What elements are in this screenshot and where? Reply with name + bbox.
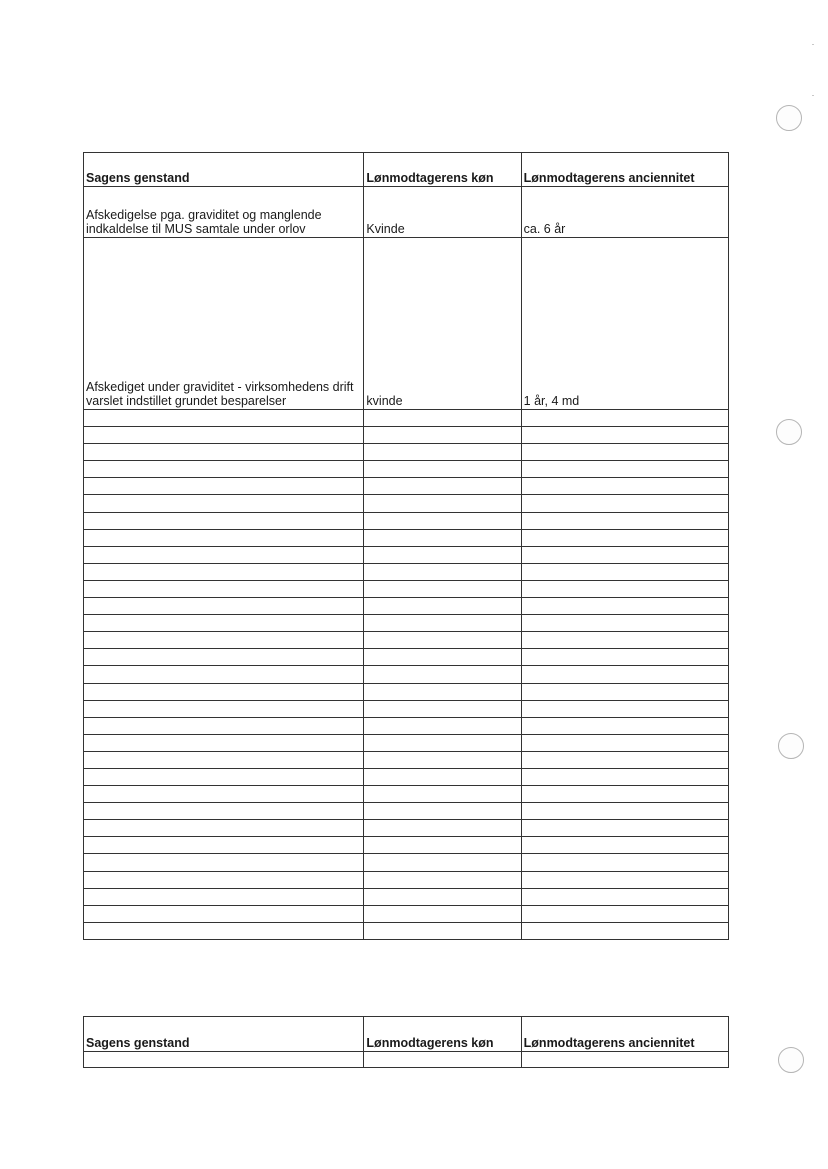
punch-hole-4 bbox=[778, 1047, 804, 1073]
empty-cell bbox=[84, 734, 364, 751]
empty-cell bbox=[84, 905, 364, 922]
empty-row bbox=[84, 512, 729, 529]
table-header-row bbox=[84, 153, 729, 187]
empty-cell bbox=[364, 632, 521, 649]
punch-hole-3 bbox=[778, 733, 804, 759]
empty-cell bbox=[364, 478, 521, 495]
scan-speck bbox=[812, 44, 814, 45]
empty-row bbox=[84, 546, 729, 563]
empty-cell bbox=[84, 666, 364, 683]
punch-hole-1 bbox=[776, 105, 802, 131]
empty-row bbox=[84, 444, 729, 461]
cell-seniority: 1 år, 4 md bbox=[521, 238, 728, 410]
empty-cell bbox=[84, 803, 364, 820]
empty-cell bbox=[84, 529, 364, 546]
empty-cell bbox=[521, 666, 728, 683]
table-row bbox=[84, 187, 729, 238]
empty-row bbox=[84, 700, 729, 717]
empty-row bbox=[84, 495, 729, 512]
empty-cell bbox=[364, 717, 521, 734]
empty-cell bbox=[84, 410, 364, 427]
empty-cell bbox=[84, 546, 364, 563]
empty-cell bbox=[364, 888, 521, 905]
empty-cell bbox=[521, 632, 728, 649]
empty-cell bbox=[521, 786, 728, 803]
empty-cell bbox=[84, 768, 364, 785]
empty-cell bbox=[84, 700, 364, 717]
empty-row bbox=[84, 683, 729, 700]
empty-cell bbox=[521, 478, 728, 495]
empty-cell bbox=[521, 615, 728, 632]
empty-cell bbox=[364, 751, 521, 768]
empty-row bbox=[84, 922, 729, 939]
header-subject: Sagens genstand bbox=[84, 153, 364, 187]
empty-cell bbox=[84, 495, 364, 512]
header-seniority: Lønmodtagerens anciennitet bbox=[521, 153, 728, 187]
empty-cell bbox=[84, 751, 364, 768]
empty-cell bbox=[364, 598, 521, 615]
empty-cell bbox=[364, 700, 521, 717]
empty-cell bbox=[364, 837, 521, 854]
empty-row bbox=[84, 478, 729, 495]
empty-cell bbox=[84, 683, 364, 700]
empty-cell bbox=[521, 768, 728, 785]
empty-cell bbox=[521, 837, 728, 854]
empty-cell bbox=[364, 649, 521, 666]
empty-cell bbox=[84, 512, 364, 529]
empty-cell bbox=[364, 580, 521, 597]
punch-hole-2 bbox=[776, 419, 802, 445]
empty-cell bbox=[84, 837, 364, 854]
empty-cell bbox=[521, 512, 728, 529]
empty-row bbox=[84, 580, 729, 597]
empty-cell bbox=[521, 922, 728, 939]
empty-cell bbox=[521, 820, 728, 837]
empty-cell bbox=[364, 461, 521, 478]
empty-cell bbox=[364, 410, 521, 427]
cell-gender: kvinde bbox=[364, 238, 521, 410]
empty-cell bbox=[521, 751, 728, 768]
table-header-row bbox=[84, 1017, 729, 1052]
empty-cell bbox=[364, 820, 521, 837]
empty-cell bbox=[521, 854, 728, 871]
table-row bbox=[84, 238, 729, 410]
empty-row bbox=[84, 1052, 729, 1068]
empty-row bbox=[84, 751, 729, 768]
header-gender: Lønmodtagerens køn bbox=[364, 1017, 521, 1052]
empty-row bbox=[84, 734, 729, 751]
case-table-2 bbox=[83, 1016, 729, 1068]
empty-cell bbox=[521, 1052, 728, 1068]
empty-row bbox=[84, 820, 729, 837]
empty-row bbox=[84, 410, 729, 427]
empty-cell bbox=[84, 649, 364, 666]
empty-cell bbox=[84, 922, 364, 939]
empty-cell bbox=[521, 700, 728, 717]
empty-cell bbox=[364, 1052, 521, 1068]
empty-cell bbox=[84, 854, 364, 871]
empty-cell bbox=[364, 922, 521, 939]
empty-row bbox=[84, 529, 729, 546]
empty-cell bbox=[521, 563, 728, 580]
empty-cell bbox=[364, 905, 521, 922]
case-table bbox=[83, 152, 729, 940]
empty-cell bbox=[364, 768, 521, 785]
empty-cell bbox=[84, 786, 364, 803]
empty-cell bbox=[84, 598, 364, 615]
empty-row bbox=[84, 871, 729, 888]
empty-cell bbox=[521, 580, 728, 597]
empty-cell bbox=[521, 598, 728, 615]
empty-cell bbox=[521, 905, 728, 922]
empty-cell bbox=[84, 444, 364, 461]
header-seniority: Lønmodtagerens anciennitet bbox=[521, 1017, 728, 1052]
empty-row bbox=[84, 427, 729, 444]
empty-cell bbox=[521, 717, 728, 734]
empty-cell bbox=[521, 444, 728, 461]
empty-cell bbox=[521, 649, 728, 666]
empty-row bbox=[84, 632, 729, 649]
empty-cell bbox=[364, 666, 521, 683]
empty-row bbox=[84, 888, 729, 905]
scan-speck bbox=[812, 95, 814, 96]
cell-gender: Kvinde bbox=[364, 187, 521, 238]
cell-subject: Afskediget under graviditet - virksomhedens drift varslet indstillet grundet besparelser bbox=[84, 238, 364, 410]
empty-cell bbox=[521, 871, 728, 888]
empty-cell bbox=[84, 888, 364, 905]
empty-cell bbox=[364, 444, 521, 461]
empty-cell bbox=[84, 1052, 364, 1068]
empty-row bbox=[84, 803, 729, 820]
empty-cell bbox=[364, 563, 521, 580]
empty-row bbox=[84, 649, 729, 666]
empty-row bbox=[84, 768, 729, 785]
empty-cell bbox=[84, 717, 364, 734]
empty-cell bbox=[364, 529, 521, 546]
empty-row bbox=[84, 615, 729, 632]
empty-cell bbox=[84, 427, 364, 444]
empty-row bbox=[84, 461, 729, 478]
empty-cell bbox=[521, 683, 728, 700]
empty-cell bbox=[364, 683, 521, 700]
empty-cell bbox=[521, 427, 728, 444]
empty-row bbox=[84, 837, 729, 854]
empty-cell bbox=[521, 529, 728, 546]
empty-cell bbox=[364, 803, 521, 820]
empty-row bbox=[84, 666, 729, 683]
header-subject: Sagens genstand bbox=[84, 1017, 364, 1052]
empty-cell bbox=[521, 803, 728, 820]
empty-cell bbox=[364, 786, 521, 803]
empty-cell bbox=[521, 410, 728, 427]
empty-row bbox=[84, 905, 729, 922]
empty-cell bbox=[521, 734, 728, 751]
empty-cell bbox=[521, 461, 728, 478]
empty-cell bbox=[364, 512, 521, 529]
empty-cell bbox=[84, 563, 364, 580]
header-gender: Lønmodtagerens køn bbox=[364, 153, 521, 187]
empty-cell bbox=[521, 495, 728, 512]
empty-cell bbox=[84, 871, 364, 888]
empty-row bbox=[84, 717, 729, 734]
empty-cell bbox=[84, 632, 364, 649]
empty-cell bbox=[364, 495, 521, 512]
cell-seniority: ca. 6 år bbox=[521, 187, 728, 238]
empty-cell bbox=[84, 478, 364, 495]
empty-row bbox=[84, 854, 729, 871]
empty-cell bbox=[84, 615, 364, 632]
empty-row bbox=[84, 598, 729, 615]
cell-subject: Afskedigelse pga. graviditet og manglende indkaldelse til MUS samtale under orlov bbox=[84, 187, 364, 238]
empty-cell bbox=[84, 580, 364, 597]
empty-cell bbox=[364, 871, 521, 888]
empty-row bbox=[84, 786, 729, 803]
empty-cell bbox=[521, 546, 728, 563]
empty-cell bbox=[364, 615, 521, 632]
empty-cell bbox=[364, 546, 521, 563]
empty-cell bbox=[521, 888, 728, 905]
empty-cell bbox=[364, 734, 521, 751]
empty-cell bbox=[364, 427, 521, 444]
empty-cell bbox=[84, 820, 364, 837]
empty-cell bbox=[84, 461, 364, 478]
empty-cell bbox=[364, 854, 521, 871]
empty-row bbox=[84, 563, 729, 580]
